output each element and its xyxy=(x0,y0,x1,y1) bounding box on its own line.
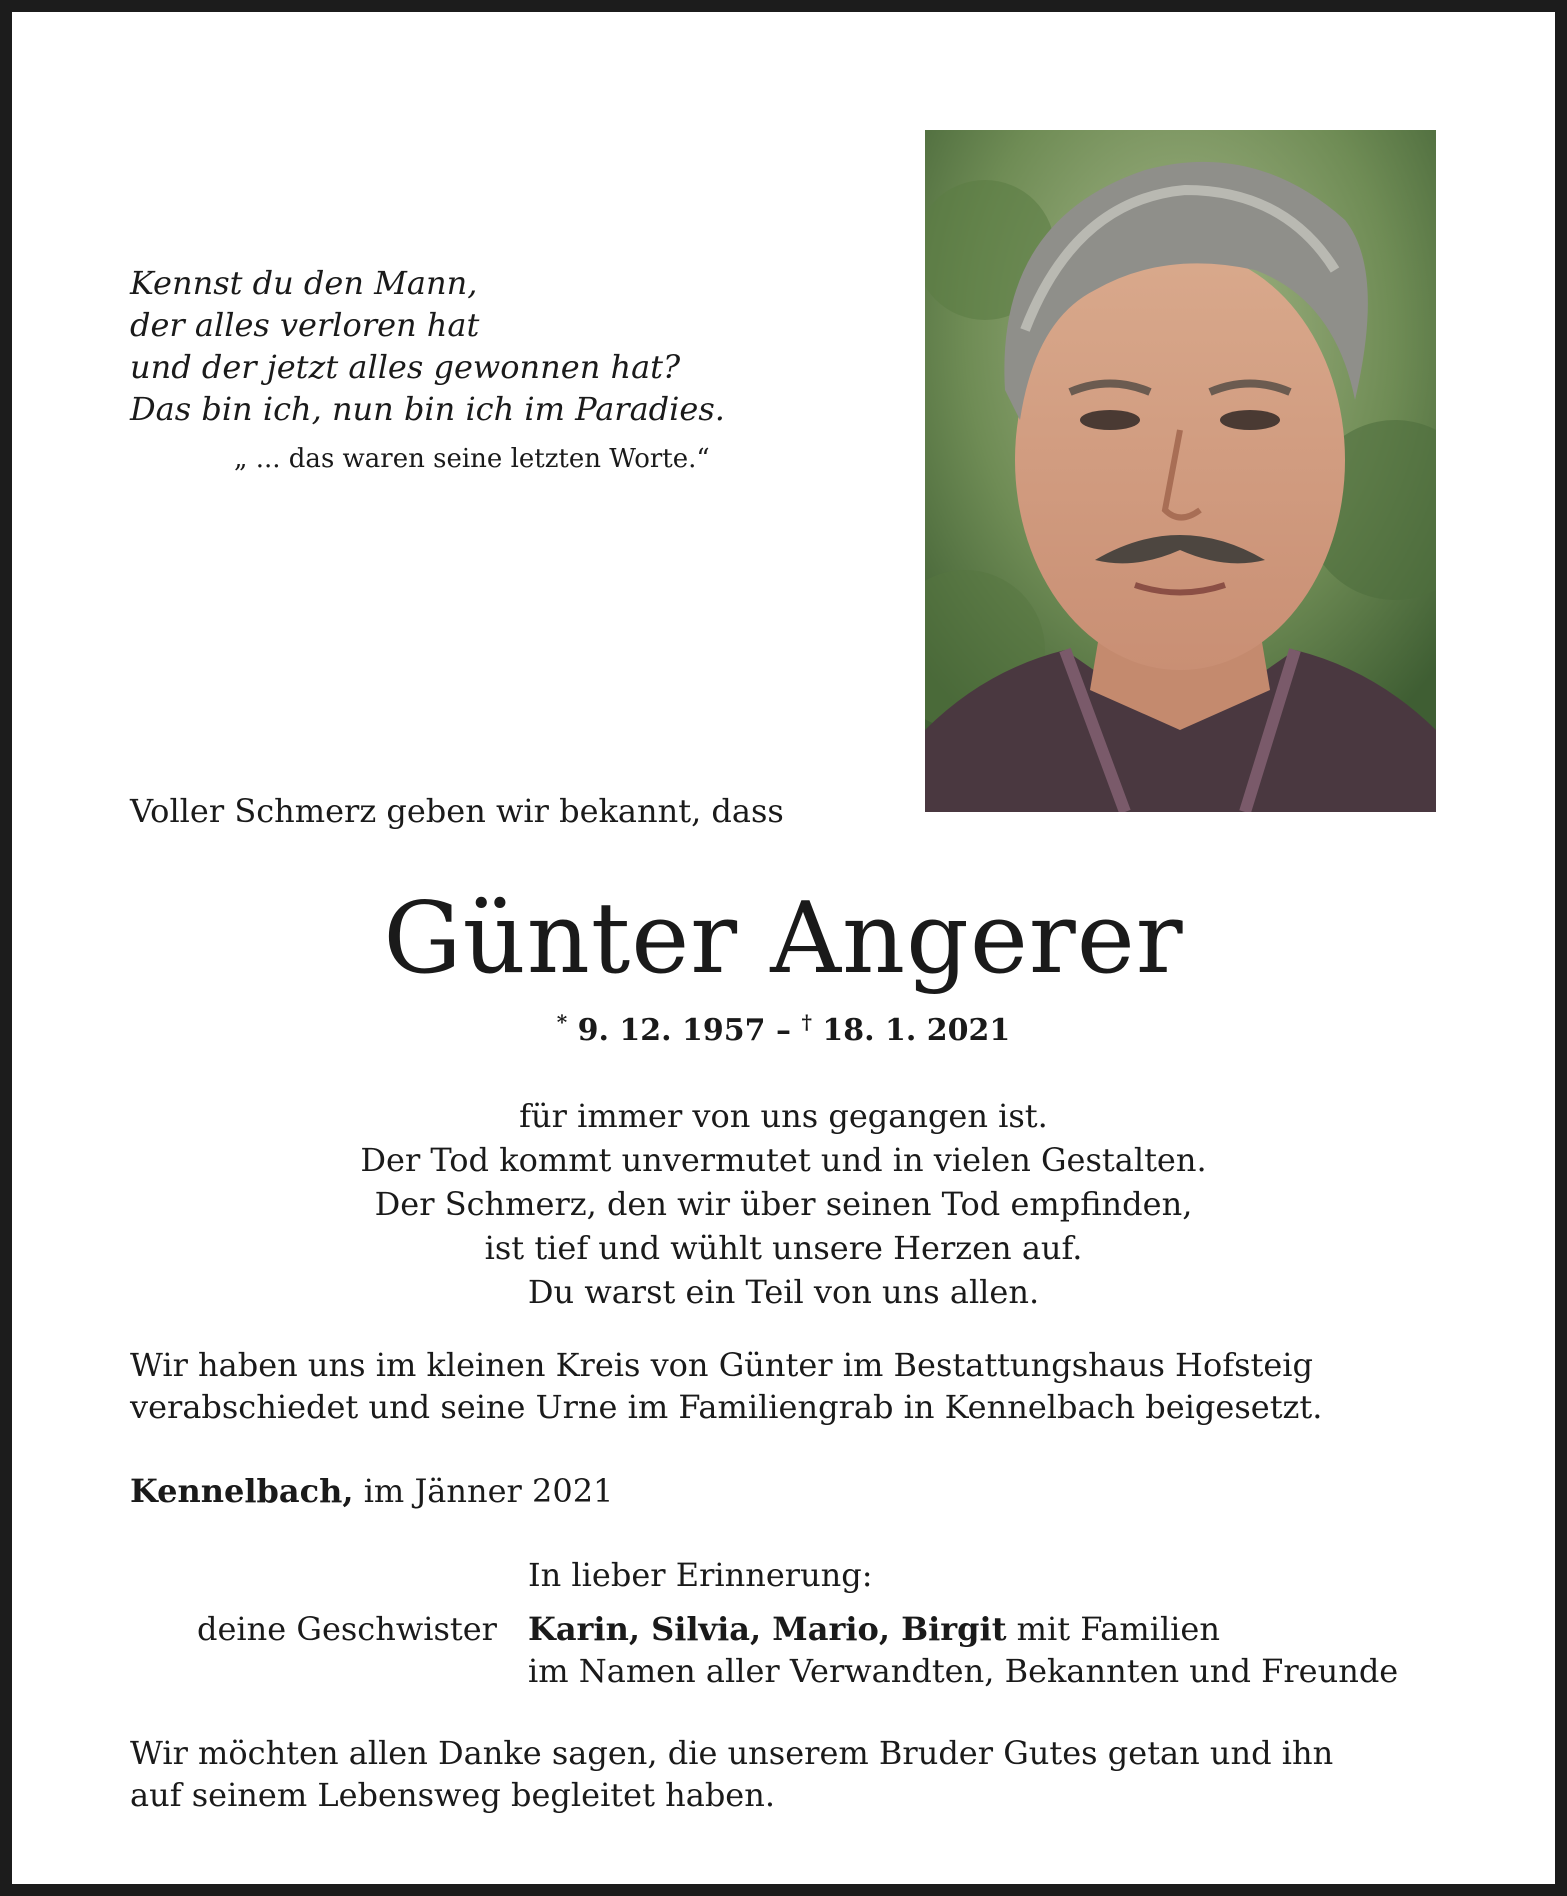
paragraph-line: verabschiedet und seine Urne im Familiengrab in Kennelbach beigesetzt. xyxy=(130,1388,1323,1426)
death-symbol: † xyxy=(801,1010,812,1034)
siblings-line xyxy=(528,1610,1220,1648)
paragraph-line: Wir möchten allen Danke sagen, die unserem Bruder Gutes getan und ihn xyxy=(130,1734,1334,1772)
poem-line: Das bin ich, nun bin ich im Paradies. xyxy=(130,390,725,428)
life-dates xyxy=(12,1010,1555,1048)
poem-line: und der jetzt alles gewonnen hat? xyxy=(130,348,681,386)
verse-line: Du warst ein Teil von uns allen. xyxy=(527,1273,1040,1311)
verse-line: Der Tod kommt unvermutet und in vielen Gestalten. xyxy=(360,1141,1207,1179)
siblings-lead: deine Geschwister xyxy=(197,1610,497,1648)
place-month: im Jänner 2021 xyxy=(363,1472,614,1510)
siblings-names: Karin, Silvia, Mario, Birgit xyxy=(528,1610,1007,1648)
farewell-paragraph xyxy=(130,1344,1436,1428)
birth-date: 9. 12. 1957 xyxy=(577,1013,766,1048)
portrait-photo xyxy=(925,130,1436,812)
paragraph-line: Wir haben uns im kleinen Kreis von Günter im Bestattungshaus Hofsteig xyxy=(130,1346,1313,1384)
paragraph-line: auf seinem Lebensweg begleitet haben. xyxy=(130,1776,776,1814)
intro-text: Voller Schmerz geben wir bekannt, dass xyxy=(130,792,784,830)
memory-label: In lieber Erinnerung: xyxy=(528,1556,873,1594)
deceased-name: Günter Angerer xyxy=(383,882,1184,996)
poem-line: Kennst du den Mann, xyxy=(130,264,478,302)
birth-symbol: * xyxy=(556,1010,568,1034)
portrait-illustration xyxy=(925,130,1436,812)
verse-line: für immer von uns gegangen ist. xyxy=(519,1097,1048,1135)
verse-line: ist tief und wühlt unsere Herzen auf. xyxy=(484,1229,1083,1267)
poem xyxy=(130,262,725,430)
date-separator: – xyxy=(776,1013,791,1048)
poem-line: der alles verloren hat xyxy=(130,306,480,344)
siblings-suffix: mit Familien xyxy=(1016,1610,1220,1648)
death-date: 18. 1. 2021 xyxy=(822,1013,1011,1048)
place-date xyxy=(130,1472,613,1510)
relatives-line: im Namen aller Verwandten, Bekannten und Freunde xyxy=(528,1652,1399,1690)
verse-line: Der Schmerz, den wir über seinen Tod empfinden, xyxy=(374,1185,1193,1223)
poem-attribution: „ ... das waren seine letzten Worte.“ xyxy=(234,444,710,474)
thanks-paragraph xyxy=(130,1732,1436,1816)
memorial-verse xyxy=(12,1094,1555,1314)
place-town: Kennelbach, xyxy=(130,1472,354,1510)
